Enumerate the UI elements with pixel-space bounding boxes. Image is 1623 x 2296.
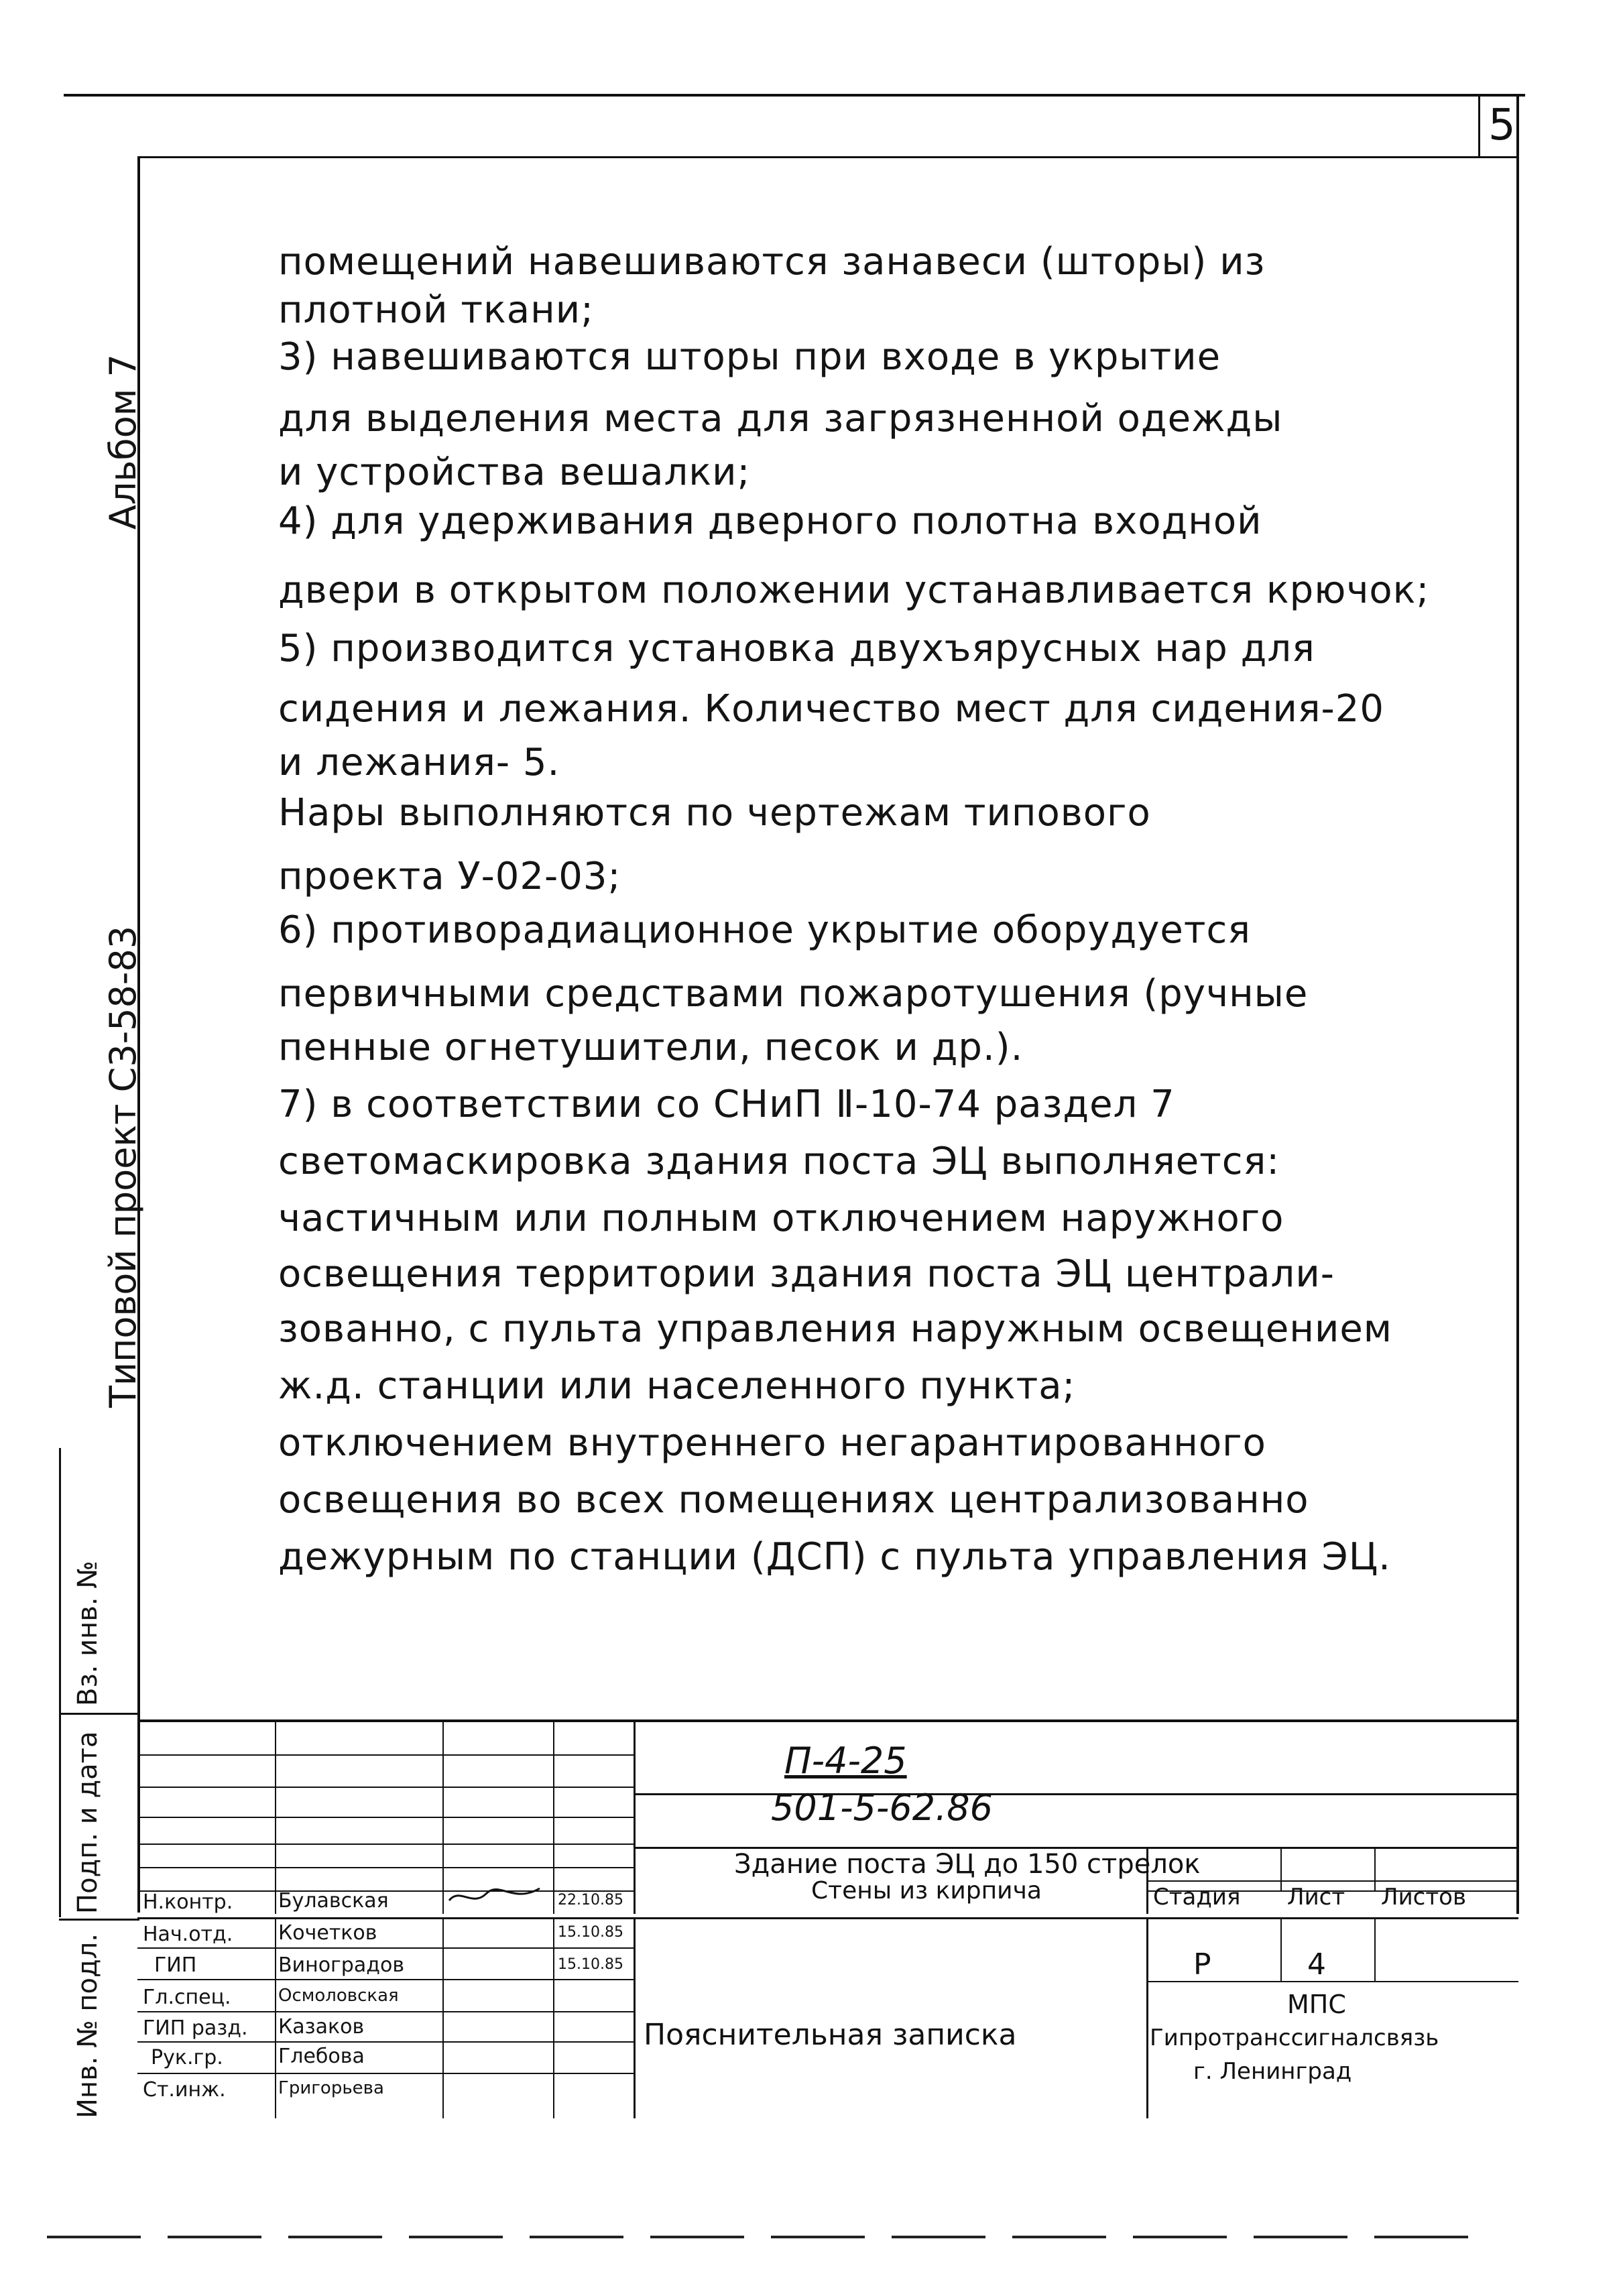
body-line-24: дежурным по станции (ДСП) с пульта управления ЭЦ. (278, 1535, 1391, 1579)
body-line-14: первичными средствами пожаротушения (ручные (278, 972, 1309, 1016)
body-line-9: сидения и лежания. Количество мест для сидения-20 (278, 687, 1385, 731)
body-line-13: 6) противорадиационное укрытие оборудуется (278, 908, 1251, 952)
body-line-1: помещений навешиваются занавеси (шторы) из (278, 240, 1266, 284)
tb-vline-2 (442, 1719, 444, 1914)
right-frame-line (1516, 94, 1519, 1914)
body-line-5: и устройства вешалки; (278, 450, 751, 494)
body-line-21: ж.д. станции или населенного пункта; (278, 1364, 1076, 1408)
stamp-row-role-6: Рук.гр. (151, 2046, 223, 2069)
bottom-dash-9 (1012, 2236, 1106, 2238)
side-divider-1 (59, 1713, 139, 1715)
stamp-row-date-3: 15.10.85 (558, 1956, 623, 1973)
bottom-dash-4 (409, 2236, 503, 2238)
bottom-dash-3 (288, 2236, 382, 2238)
stamp-code-line2: 501-5-62.86 (771, 1787, 993, 1829)
stamp-row-role-2: Нач.отд. (143, 1923, 233, 1946)
body-line-18: частичным или полным отключением наружного (278, 1197, 1284, 1240)
stamp-row-name: Булавская (278, 1889, 389, 1913)
stamp-row-role: Н.контр. (143, 1890, 233, 1914)
stamp-row-date-2: 15.10.85 (558, 1924, 623, 1941)
lower-hline-2 (137, 1979, 634, 1980)
stamp-row-role-3: ГИП (154, 1953, 197, 1977)
lower-vline-4 (634, 1917, 636, 2118)
body-line-20: зованно, с пульта управления наружным освещением (278, 1307, 1393, 1351)
tb-line-top (137, 1719, 1518, 1722)
body-line-11: Нары выполняются по чертежам типового (278, 791, 1151, 835)
bottom-dash-5 (530, 2236, 623, 2238)
body-line-16: 7) в соответствии со СНиП Ⅱ-10-74 раздел 7 (278, 1083, 1175, 1126)
body-line-4: для выделения места для загрязненной одежды (278, 397, 1283, 440)
top-border-line (64, 94, 1525, 97)
tb-vline-7 (1374, 1847, 1376, 1890)
stamp-row-name-4: Осмоловская (278, 1986, 399, 2006)
tb-vline-6 (1280, 1847, 1282, 1890)
stamp-stage-value: Р (1193, 1947, 1211, 1982)
lower-hline-1 (137, 1947, 634, 1949)
stamp-org-3: г. Ленинград (1193, 2058, 1352, 2085)
body-line-6: 4) для удерживания дверного полотна входной (278, 499, 1262, 543)
side-label-project: Типовой проект С3-58-83 (102, 925, 144, 1408)
side-label-album: Альбом 7 (102, 354, 144, 530)
bottom-dash-2 (168, 2236, 261, 2238)
lower-hline-5 (137, 2073, 634, 2074)
outer-left-line (59, 1448, 61, 1917)
stamp-row-name-6: Глебова (278, 2045, 365, 2068)
stamp-doc-title: Пояснительная записка (644, 2018, 1017, 2052)
page-number: 5 (1488, 101, 1516, 150)
body-line-3: 3) навешиваются шторы при входе в укрытие (278, 335, 1221, 379)
stamp-org-1: МПС (1287, 1990, 1346, 2019)
stamp-building-subtitle: Стены из кирпича (811, 1877, 1042, 1905)
lower-hline-3 (137, 2011, 634, 2012)
tb-line-left-5 (137, 1867, 634, 1868)
stamp-row-role-4: Гл.спец. (143, 1986, 231, 2009)
body-line-23: освещения во всех помещениях централизованно (278, 1478, 1309, 1522)
side-divider-2 (59, 1919, 139, 1921)
body-line-22: отключением внутреннего негарантированного (278, 1421, 1266, 1465)
stamp-code-line1: П-4-25 (784, 1740, 907, 1782)
stamp-row-name-2: Кочетков (278, 1921, 377, 1945)
side-label-inv-podl: Инв. № подл. (72, 1933, 103, 2118)
tb-line-left-2 (137, 1787, 634, 1788)
body-line-12: проекта У-02-03; (278, 855, 621, 898)
side-label-vz-inv: Вз. инв. № (72, 1561, 103, 1706)
lower-vline-6 (1280, 1917, 1282, 1981)
stamp-row-role-7: Ст.инж. (143, 2078, 226, 2102)
stamp-col-sheet: Лист (1287, 1884, 1345, 1911)
stamp-col-stage: Стадия (1153, 1884, 1241, 1911)
side-label-sign-date: Подп. и дата (72, 1731, 103, 1914)
stamp-row-name-3: Виноградов (278, 1953, 405, 1977)
body-line-15: пенные огнетушители, песок и др.). (278, 1026, 1024, 1069)
tb-vline-1 (275, 1719, 276, 1914)
stamp-col-sheets: Листов (1381, 1884, 1467, 1911)
bottom-dash-7 (771, 2236, 865, 2238)
tb-line-left-3 (137, 1817, 634, 1818)
lower-line-top (137, 1917, 1518, 1919)
bottom-dash-1 (47, 2236, 141, 2238)
stamp-row-name-7: Григорьева (278, 2078, 384, 2098)
body-line-10: и лежания- 5. (278, 741, 560, 784)
stamp-org-2: Гипротранссигналсвязь (1150, 2025, 1439, 2051)
page-number-box-left (1478, 94, 1480, 158)
body-line-8: 5) производится установка двухъярусных нар для (278, 627, 1315, 670)
page-number-box-bottom (1478, 156, 1518, 158)
bottom-dash-8 (892, 2236, 985, 2238)
bottom-dash-11 (1254, 2236, 1347, 2238)
stamp-row-name-5: Казаков (278, 2015, 365, 2039)
signature-mark (446, 1880, 546, 1911)
tb-line-stage-header (1146, 1880, 1518, 1882)
bottom-dash-10 (1133, 2236, 1227, 2238)
inner-top-line (137, 156, 1478, 158)
body-line-7: двери в открытом положении устанавливается крючок; (278, 568, 1430, 612)
body-line-17: светомаскировка здания поста ЭЦ выполняется: (278, 1140, 1280, 1183)
body-line-2: плотной ткани; (278, 288, 594, 332)
tb-vline-3 (553, 1719, 554, 1914)
stamp-building-title: Здание поста ЭЦ до 150 стрелок (734, 1849, 1201, 1880)
stamp-row-date: 22.10.85 (558, 1892, 623, 1909)
stamp-row-role-5: ГИП разд. (143, 2016, 248, 2040)
lower-vline-7 (1374, 1917, 1376, 1981)
tb-line-left-4 (137, 1844, 634, 1845)
stamp-sheet-value: 4 (1307, 1947, 1326, 1982)
body-line-19: освещения территории здания поста ЭЦ централи- (278, 1252, 1335, 1296)
tb-line-right-1 (634, 1793, 1518, 1795)
lower-hline-4 (137, 2041, 634, 2043)
tb-vline-4 (634, 1719, 636, 1914)
lower-vline-5 (1146, 1917, 1148, 2118)
tb-line-left-1 (137, 1754, 634, 1756)
bottom-dash-6 (650, 2236, 744, 2238)
bottom-dash-12 (1374, 2236, 1468, 2238)
